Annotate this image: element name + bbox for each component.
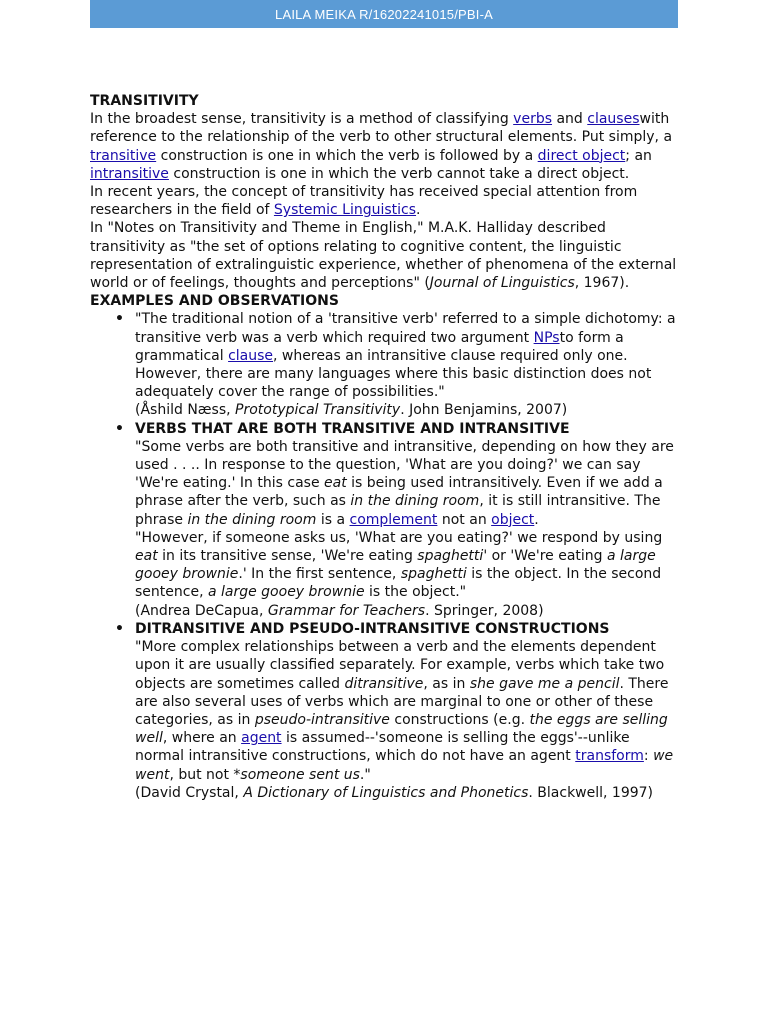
citation [135, 602, 680, 620]
text-run: ." [359, 766, 371, 783]
text-run: . There are also several uses of verbs which are marginal to one or other of these categories, as in [135, 675, 669, 728]
italic-text: pseudo-intransitive [254, 711, 390, 728]
italic-text: a large gooey brownie [207, 584, 365, 601]
italic-text: ditransitive [344, 675, 424, 692]
text-run: to form a grammatical [135, 329, 624, 364]
link-transform[interactable]: transform [575, 748, 644, 765]
subheading-both-transitive: • VERBS THAT ARE BOTH TRANSITIVE AND INTRANSITIVE [135, 420, 570, 437]
italic-text: in the dining room [187, 511, 317, 528]
text-run: , it is still intransitive. The phrase [135, 493, 661, 528]
text-run: "The traditional notion of a 'transitive verb' referred to a simple dichotomy: a transitive verb was a verb which required two argument [135, 311, 676, 346]
italic-text: the eggs are selling well [135, 711, 668, 747]
text-run: "However, if someone asks us, 'What are you eating?' we respond by using [135, 529, 663, 546]
italic-text: spaghetti [400, 566, 467, 583]
link-verbs[interactable]: verbs [513, 111, 553, 128]
text-run: not an [437, 511, 492, 528]
text-run: .' In the first sentence, [238, 566, 401, 583]
document-header-banner [90, 0, 678, 28]
text-run: with reference to the relationship of the verb to other structural elements. Put simply, a [90, 111, 673, 146]
text-run: In "Notes on Transitivity and Theme in English," M.A.K. Halliday described transitivity as "the set of options relating to cognitive content, the linguistic representation of extralinguistic experience, whether of phenomena of the external world or of feelings, thoughts and perceptions" ( [90, 220, 677, 292]
book-title: A Dictionary of Linguistics and Phonetics [243, 784, 529, 801]
quote-paragraph [135, 438, 680, 529]
quote-paragraph [135, 529, 680, 602]
citation [135, 784, 680, 802]
text-run: . Blackwell, 1997) [528, 784, 654, 801]
italic-text: she gave me a pencil [469, 675, 620, 692]
list-item [135, 420, 680, 620]
text-run: and [552, 111, 588, 128]
link-systemic-linguistics[interactable]: Systemic Linguistics [273, 202, 417, 219]
italic-text: in the dining room [350, 493, 480, 510]
section-title-examples: EXAMPLES AND OBSERVATIONS [90, 293, 339, 310]
text-run: constructions (e.g. [389, 711, 530, 728]
text-run: In the broadest sense, transitivity is a method of classifying [90, 111, 514, 128]
text-run: is assumed--'someone is selling the eggs'--unlike normal intransitive constructions, which do not have an agent [135, 730, 630, 765]
text-run: : [643, 748, 654, 765]
text-run: is the object. In the second sentence, [135, 566, 662, 601]
paragraph-recent-years [90, 183, 680, 219]
italic-text: a large gooey brownie [135, 548, 656, 583]
text-run: is a [316, 511, 350, 528]
link-object[interactable]: object [491, 511, 535, 528]
paragraph-definition [90, 110, 680, 183]
text-run: ; an [625, 147, 652, 164]
text-run: (Andrea DeCapua, [135, 602, 268, 619]
link-intransitive[interactable]: intransitive [90, 165, 169, 182]
paragraph-halliday [90, 219, 680, 292]
text-run: , but not * [169, 766, 241, 783]
text-run: "More complex relationships between a verb and the elements dependent upon it are usually classified separately. For example, verbs which take two objects are sometimes called [135, 639, 665, 692]
italic-text: someone sent us [240, 766, 360, 783]
link-nps[interactable]: NPs [533, 329, 560, 346]
italic-text: spaghetti [417, 548, 484, 565]
link-clause[interactable]: clause [228, 347, 274, 364]
link-direct-object[interactable]: direct object [537, 147, 626, 164]
text-run: construction is one in which the verb is followed by a [156, 147, 538, 164]
link-clauses[interactable]: clauses [587, 111, 640, 128]
section-title-transitivity: TRANSITIVITY [90, 93, 199, 109]
list-item [135, 620, 680, 802]
italic-text: we went [135, 748, 674, 783]
text-run: In recent years, the concept of transitivity has received special attention from researchers in the field of [90, 184, 638, 219]
text-run: , as in [423, 675, 470, 692]
text-run: . [416, 202, 421, 219]
text-run: is the object." [364, 584, 467, 601]
text-run: , 1967). [574, 275, 630, 292]
subheading-ditransitive: • DITRANSITIVE AND PSEUDO-INTRANSITIVE CONSTRUCTIONS [135, 620, 610, 637]
text-run: ' or 'We're eating [483, 548, 608, 565]
list-item [135, 310, 680, 419]
book-title: Prototypical Transitivity [235, 402, 401, 419]
book-title: Grammar for Teachers [267, 602, 426, 619]
link-transitive[interactable]: transitive [90, 147, 157, 164]
text-run: , where an [162, 730, 242, 747]
examples-list [90, 310, 680, 801]
text-run: . John Benjamins, 2007) [400, 402, 568, 419]
citation [135, 401, 680, 419]
text-run: . Springer, 2008) [425, 602, 544, 619]
text-run: in its transitive sense, 'We're eating [157, 548, 418, 565]
journal-title: Journal of Linguistics [429, 275, 575, 292]
quote-paragraph [135, 638, 680, 784]
text-run: , whereas an intransitive clause required only one. However, there are many languages where this basic distinction does not adequately cover the range of possibilities." [135, 347, 652, 401]
link-complement[interactable]: complement [349, 511, 438, 528]
text-run: (David Crystal, [135, 784, 244, 801]
document-body [90, 92, 680, 802]
link-agent[interactable]: agent [241, 730, 282, 747]
text-run: construction is one in which the verb cannot take a direct object. [168, 165, 630, 182]
text-run: . [534, 511, 539, 528]
italic-text: eat [135, 548, 158, 565]
banner-text: LAILA MEIKA R/16202241015/PBI-A [275, 6, 493, 22]
text-run: is being used intransitively. Even if we add a phrase after the verb, such as [135, 475, 663, 510]
text-run: "Some verbs are both transitive and intransitive, depending on how they are used . . .. In response to the question, 'What are you doing?' we can say 'We're eating.' In this case [135, 438, 674, 492]
italic-text: eat [324, 475, 347, 492]
text-run: (Åshild Næss, [135, 402, 236, 419]
